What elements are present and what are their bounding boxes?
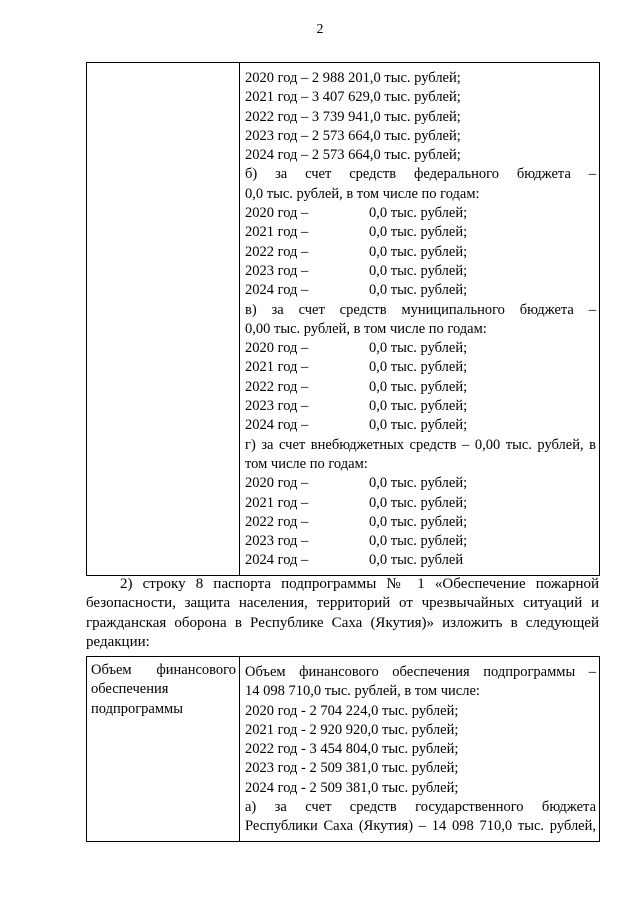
funding-line: 2024 год – 2 573 664,0 тыс. рублей;	[245, 147, 461, 164]
funding-line	[245, 358, 596, 377]
amount-value: 0,0 тыс. рублей;	[369, 224, 468, 241]
funding-line: 14 098 710,0 тыс. рублей, в том числе:	[245, 683, 480, 700]
amount-value: 0,0 тыс. рублей;	[369, 475, 468, 492]
amount-value: 0,0 тыс. рублей;	[369, 243, 468, 260]
amount-value: 0,0 тыс. рублей;	[369, 205, 468, 222]
amendment-paragraph	[86, 575, 599, 653]
funding-line	[245, 281, 596, 300]
funding-line: а) за счет средств государственного бюджета	[245, 799, 596, 816]
year-label: 2022 год –	[245, 513, 309, 530]
funding-line	[245, 339, 596, 358]
funding-line	[245, 474, 596, 493]
amount-value: 0,0 тыс. рублей;	[369, 359, 468, 376]
funding-line: 2023 год - 2 509 381,0 тыс. рублей;	[245, 760, 459, 777]
amount-value: 0,0 тыс. рублей;	[369, 398, 468, 415]
paragraph-line: гражданская оборона в Республике Саха (Якутия)» изложить в следующей	[86, 614, 599, 631]
funding-line: б) за счет средств федерального бюджета –	[245, 166, 596, 183]
year-label: 2022 год –	[245, 378, 309, 395]
year-label: 2020 год –	[245, 205, 309, 222]
funding-line: 0,0 тыс. рублей, в том числе по годам:	[245, 185, 480, 202]
table2-right-cell	[240, 657, 600, 842]
page-number: 2	[316, 22, 324, 37]
year-label: 2023 год –	[245, 533, 309, 550]
left-label-line: Объем финансового	[91, 662, 236, 678]
table2-left-cell	[87, 657, 240, 842]
table1-left-cell	[87, 63, 240, 576]
paragraph-line: 2) строку 8 паспорта подпрограммы № 1 «Обеспечение пожарной	[120, 576, 599, 592]
year-label: 2020 год –	[245, 475, 309, 492]
year-label: 2024 год –	[245, 282, 309, 299]
left-label-line: обеспечения	[91, 681, 169, 698]
table1-right-cell	[240, 63, 600, 576]
year-label: 2024 год –	[245, 552, 309, 569]
amount-value: 0,0 тыс. рублей;	[369, 417, 468, 434]
funding-line: Республики Саха (Якутия) – 14 098 710,0 тыс. рублей,	[245, 818, 596, 835]
amount-value: 0,0 тыс. рублей;	[369, 533, 468, 550]
year-label: 2020 год –	[245, 340, 309, 357]
left-label-line: подпрограммы	[91, 700, 183, 717]
amount-value: 0,0 тыс. рублей;	[369, 494, 468, 511]
funding-line	[245, 378, 596, 397]
funding-line: том числе по годам:	[245, 455, 368, 472]
funding-line	[245, 416, 596, 435]
subprogram-funding-table	[86, 656, 600, 842]
paragraph-line: редакции:	[86, 634, 150, 651]
funding-line: 2024 год - 2 509 381,0 тыс. рублей;	[245, 779, 459, 796]
year-label: 2021 год –	[245, 359, 309, 376]
funding-line: 2023 год – 2 573 664,0 тыс. рублей;	[245, 127, 461, 144]
funding-line	[245, 243, 596, 262]
funding-line: в) за счет средств муниципального бюджета –	[245, 301, 596, 318]
paragraph-line: безопасности, защита населения, территорий от чрезвычайных ситуаций и	[86, 595, 599, 612]
funding-line: Объем финансового обеспечения подпрограммы –	[245, 664, 596, 680]
funding-table-continued	[86, 62, 600, 576]
amount-value: 0,0 тыс. рублей;	[369, 282, 468, 299]
funding-line	[245, 204, 596, 223]
funding-line	[245, 532, 596, 551]
year-label: 2022 год –	[245, 243, 309, 260]
funding-line	[245, 223, 596, 242]
funding-line	[245, 551, 596, 570]
funding-line: 2021 год - 2 920 920,0 тыс. рублей;	[245, 721, 459, 738]
amount-value: 0,0 тыс. рублей;	[369, 513, 468, 530]
year-label: 2024 год –	[245, 417, 309, 434]
funding-line: 2020 год – 2 988 201,0 тыс. рублей;	[245, 70, 461, 86]
year-label: 2023 год –	[245, 262, 309, 279]
year-label: 2023 год –	[245, 398, 309, 415]
funding-line	[245, 494, 596, 513]
funding-line	[245, 262, 596, 281]
amount-value: 0,0 тыс. рублей;	[369, 378, 468, 395]
funding-line: 0,00 тыс. рублей, в том числе по годам:	[245, 320, 487, 337]
funding-line: 2021 год – 3 407 629,0 тыс. рублей;	[245, 89, 461, 106]
funding-line: г) за счет внебюджетных средств – 0,00 тыс. рублей, в	[245, 436, 596, 453]
year-label: 2021 год –	[245, 494, 309, 511]
funding-line: 2020 год - 2 704 224,0 тыс. рублей;	[245, 702, 459, 719]
amount-value: 0,0 тыс. рублей;	[369, 340, 468, 357]
funding-line: 2022 год - 3 454 804,0 тыс. рублей;	[245, 741, 459, 758]
funding-line	[245, 513, 596, 532]
year-label: 2021 год –	[245, 224, 309, 241]
amount-value: 0,0 тыс. рублей	[369, 552, 464, 569]
amount-value: 0,0 тыс. рублей;	[369, 262, 468, 279]
funding-line: 2022 год – 3 739 941,0 тыс. рублей;	[245, 108, 461, 125]
funding-line	[245, 397, 596, 416]
